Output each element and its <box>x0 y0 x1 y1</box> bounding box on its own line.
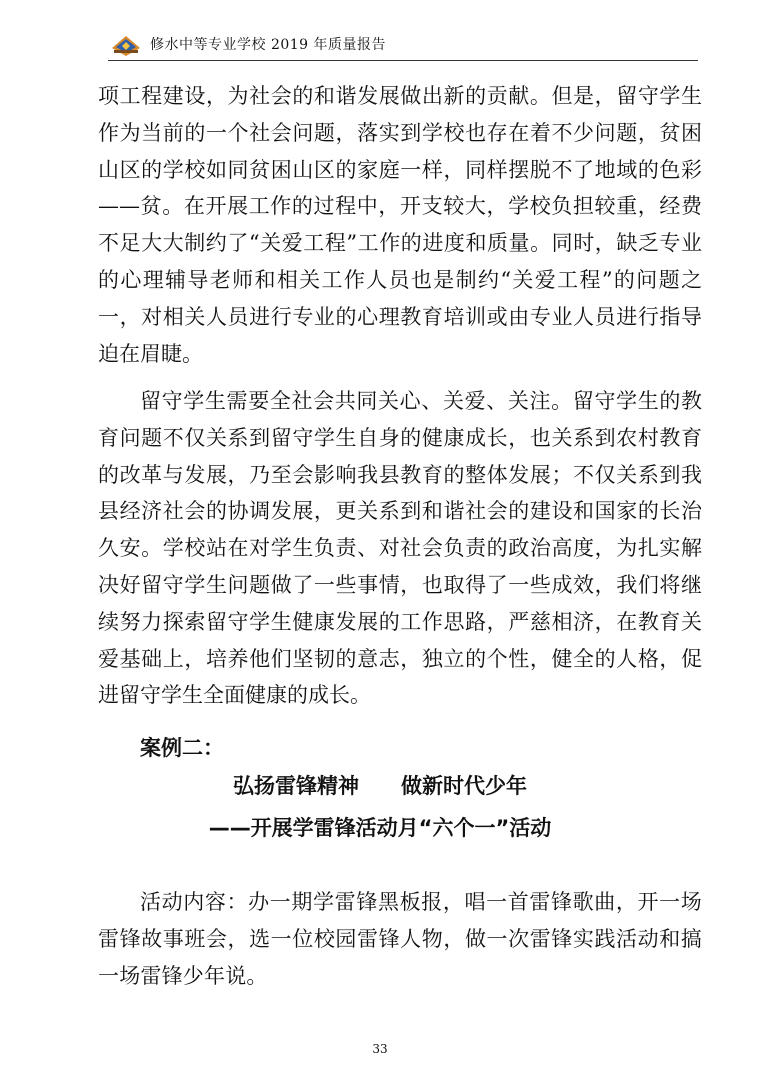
body-paragraph-1: 项工程建设，为社会的和谐发展做出新的贡献。但是，留守学生作为当前的一个社会问题，落实到学校也存在着不少问题，贫困山区的学校如同贫困山区的家庭一样，同样摆脱不了地域的色彩——贫。在开展工作的过程中，开支较大，学校负担较重，经费不足大大制约了“关爱工程”工作的进度和质量。同时，缺乏专业的心理辅导老师和相关工作人员也是制约“关爱工程”的问题之一，对相关人员进行专业的心理教育培训或由专业人员进行指导迫在眉睫。 <box>98 84 702 366</box>
case-label: 案例二： <box>140 736 224 760</box>
school-logo-icon <box>108 30 144 58</box>
activity-paragraph: 活动内容：办一期学雷锋黑板报，唱一首雷锋歌曲，开一场雷锋故事班会，选一位校园雷锋人物，做一次雷锋实践活动和搞一场雷锋少年说。 <box>98 890 702 988</box>
case-title: 弘扬雷锋精神 做新时代少年 <box>233 774 527 798</box>
header-title: 修水中等专业学校 2019 年质量报告 <box>150 37 387 53</box>
page-number: 33 <box>372 1042 388 1056</box>
body-paragraph-2: 留守学生需要全社会共同关心、关爱、关注。留守学生的教育问题不仅关系到留守学生自身的健康成长，也关系到农村教育的改革与发展，乃至会影响我县教育的整体发展；不仅关系到我县经济社会的协调发展，更关系到和谐社会的建设和国家的长治久安。学校站在对学生负责、对社会负责的政治高度，为扎实解决好留守学生问题做了一些事情，也取得了一些成效，我们将继续努力探索留守学生健康发展的工作思路，严慈相济，在教育关爱基础上，培养他们坚韧的意志，独立的个性，健全的人格，促进留守学生全面健康的成长。 <box>98 389 702 708</box>
page-header <box>108 28 668 60</box>
header-divider <box>108 60 698 61</box>
case-subtitle: ——开展学雷锋活动月“六个一”活动 <box>208 816 552 840</box>
